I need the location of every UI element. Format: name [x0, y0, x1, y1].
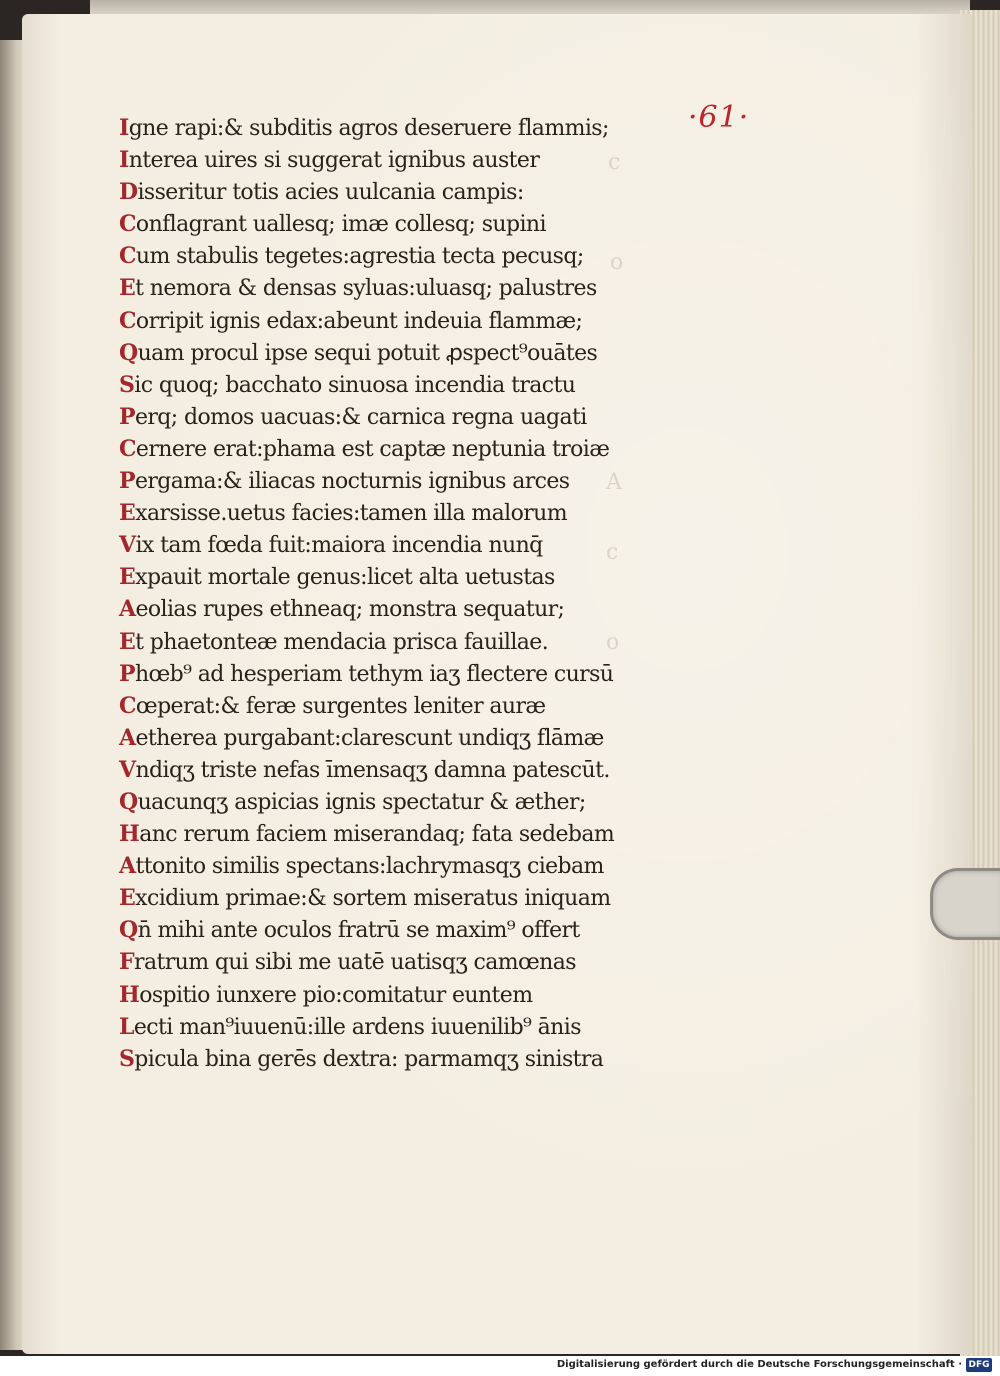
verse-line-text: isseritur totis acies uulcania campis:: [137, 180, 524, 206]
bleed-through-mark: o: [606, 630, 620, 655]
verse-line-text: ndiqʒ triste nefas īmensaqʒ damna patescūt.: [135, 757, 610, 783]
rubricated-initial: Q: [119, 788, 138, 815]
verse-line-text: ix tam fœda fuit:maiora incendia nunq̄: [135, 533, 543, 559]
bleed-through-mark: c: [606, 540, 619, 565]
verse-line: [119, 208, 639, 240]
verse-line-text: anc rerum faciem miserandaq; fata sedebam: [139, 822, 615, 848]
rubricated-initial: L: [119, 1013, 134, 1040]
bleed-through-mark: o: [610, 250, 624, 275]
verse-line-text: uacunqʒ aspicias ignis spectatur & æther;: [137, 789, 586, 815]
verse-line: [119, 337, 639, 369]
verse-line-text: t phaetonteæ mendacia prisca fauillae.: [135, 629, 549, 655]
bleed-through-mark: c: [608, 150, 621, 175]
rubricated-initial: P: [119, 468, 135, 495]
verse-line-text: xcidium primae:& sortem miseratus iniquam: [135, 886, 611, 912]
rubricated-initial: Q: [119, 917, 138, 944]
verse-line-text: erq; domos uacuas:& carnica regna uagati: [134, 404, 587, 430]
rubricated-initial: C: [119, 692, 136, 719]
verse-line: [119, 786, 639, 818]
verse-line: [119, 369, 639, 401]
bleed-through-mark: A: [606, 470, 622, 495]
verse-line: [119, 305, 639, 337]
rubricated-initial: P: [119, 660, 135, 687]
verse-line-text: picula bina gerēs dextra: parmamqʒ sinistra: [134, 1046, 604, 1072]
verse-line-text: xpauit mortale genus:licet alta uetustas: [135, 565, 555, 591]
rubricated-initial: E: [119, 275, 136, 302]
verse-line-text: etherea purgabant:clarescunt undiqʒ flāmæ: [135, 725, 604, 751]
verse-line: [119, 754, 639, 786]
folio-number: ·61·: [688, 100, 750, 135]
verse-line: [119, 240, 639, 272]
verse-line-text: n̄ mihi ante oculos fratrū se maxim⁹ offert: [137, 918, 580, 944]
verse-line-text: ratrum qui sibi me uatē uatisqʒ camœnas: [134, 950, 576, 976]
verse-line: [119, 914, 639, 946]
verse-line-text: gne rapi:& subditis agros deseruere flammis;: [128, 116, 609, 141]
rubricated-initial: C: [119, 211, 136, 238]
verse-line-text: ic quoq; bacchato sinuosa incendia tractu: [134, 372, 576, 398]
rubricated-initial: E: [119, 500, 136, 527]
rubricated-initial: H: [119, 981, 140, 1008]
verse-line: [119, 465, 639, 497]
verse-line-text: ergama:& iliacas nocturnis ignibus arces: [134, 469, 570, 495]
rubricated-initial: E: [119, 628, 136, 655]
verse-line-text: hœb⁹ ad hesperiam tethym iaʒ flectere cursū: [134, 661, 614, 687]
rubricated-initial: C: [119, 307, 136, 334]
rubricated-initial: E: [119, 564, 136, 591]
verse-line-text: t nemora & densas syluas:uluasq; palustres: [135, 276, 597, 302]
rubricated-initial: S: [119, 1045, 135, 1072]
rubricated-initial: A: [119, 724, 136, 751]
dfg-logo: DFG: [966, 1358, 992, 1372]
verse-line-text: onflagrant uallesq; imæ collesq; supini: [135, 212, 546, 238]
page-clip: [930, 868, 1000, 940]
rubricated-initial: A: [119, 596, 136, 623]
verse-line-text: nterea uires si suggerat ignibus auster: [128, 148, 540, 174]
verse-line: [119, 529, 639, 561]
verse-line: [119, 176, 639, 208]
verse-line-text: uam procul ipse sequi potuit ꝓspect⁹ouātes: [137, 340, 598, 366]
verse-line: [119, 144, 639, 176]
verse-line: [119, 561, 639, 593]
footer-credit: Digitalisierung gefördert durch die Deutsche Forschungsgemeinschaft ·: [556, 1359, 962, 1370]
rubricated-initial: C: [119, 435, 136, 462]
verse-text-block: [119, 112, 639, 1075]
verse-line: [119, 722, 639, 754]
verse-line: [119, 272, 639, 304]
verse-line: [119, 946, 639, 978]
verse-line: [119, 401, 639, 433]
verse-line: [119, 433, 639, 465]
rubricated-initial: V: [119, 756, 136, 783]
verse-line: [119, 112, 639, 144]
verse-line: [119, 497, 639, 529]
verse-line-text: œperat:& feræ surgentes leniter auræ: [135, 693, 546, 719]
rubricated-initial: F: [119, 949, 135, 976]
verse-line-text: eolias rupes ethneaq; monstra sequatur;: [135, 597, 565, 623]
rubricated-initial: I: [119, 115, 129, 141]
rubricated-initial: H: [119, 821, 140, 848]
rubricated-initial: D: [119, 179, 138, 206]
rubricated-initial: V: [119, 532, 136, 559]
rubricated-initial: A: [119, 853, 136, 880]
rubricated-initial: Q: [119, 339, 138, 366]
verse-line-text: ecti man⁹iuuenū:ille ardens iuuenilib⁹ ānis: [133, 1014, 581, 1040]
verse-line-text: ttonito similis spectans:lachrymasqʒ ciebam: [135, 854, 604, 880]
verse-line-text: ospitio iunxere pio:comitatur euntem: [139, 982, 533, 1008]
rubricated-initial: E: [119, 885, 136, 912]
rubricated-initial: I: [119, 147, 129, 174]
rubricated-initial: C: [119, 243, 136, 270]
verse-line-text: orripit ignis edax:abeunt indeuia flammæ;: [135, 308, 583, 334]
verse-line: [119, 979, 639, 1011]
verse-line: [119, 850, 639, 882]
verse-line-text: um stabulis tegetes:agrestia tecta pecusq;: [135, 244, 584, 270]
rubricated-initial: S: [119, 371, 135, 398]
verse-line: [119, 690, 639, 722]
verse-line: [119, 1043, 639, 1075]
verse-line-text: ernere erat:phama est captæ neptunia troiæ: [135, 436, 610, 462]
verse-line: [119, 1011, 639, 1043]
verse-line: [119, 882, 639, 914]
verse-line: [119, 658, 639, 690]
verse-line: [119, 626, 639, 658]
verse-line-text: xarsisse.uetus facies:tamen illa malorum: [135, 501, 567, 527]
verse-line: [119, 818, 639, 850]
rubricated-initial: P: [119, 403, 135, 430]
digitization-footer: [0, 1356, 1000, 1376]
verse-line: [119, 593, 639, 625]
